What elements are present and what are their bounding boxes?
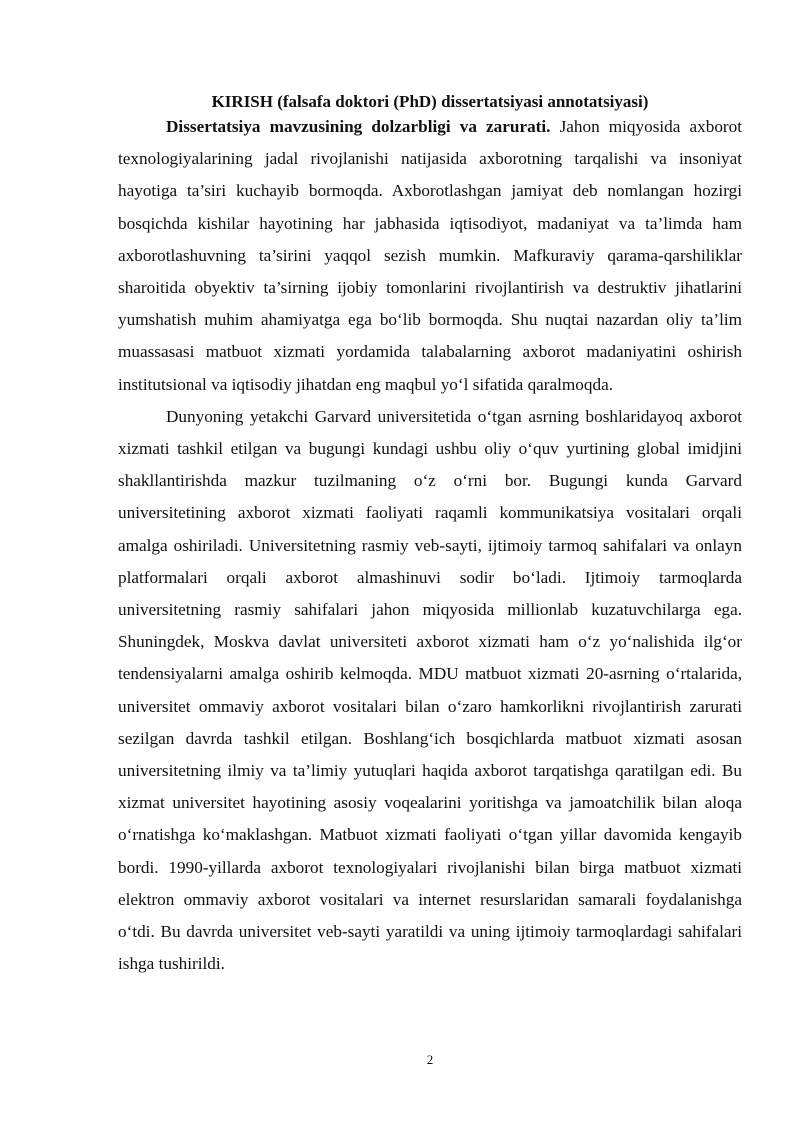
- paragraph-relevance: [118, 111, 742, 401]
- document-body: [118, 111, 742, 980]
- relevance-text: Jahon miqyosida axborot texnologiyalarining jadal rivojlanishi natijasida axborotning tarqalishi va insoniyat hayotiga ta’siri kuchayib bormoqda. Axborotlashgan jamiyat deb nomlangan hozirgi bosqichda kishilar hayotining har jabhasida iqtisodiyot, madaniyat va ta’limda ham axborotlashuvning ta’sirini yaqqol sezish mumkin. Mafkuraviy qarama-qarshiliklar sharoitida obyektiv ta’sirning ijobiy tomonlarini rivojlantirish va destruktiv jihatlarini yumshatish muhim ahamiyatga ega bo‘lib bormoqda. Shu nuqtai nazardan oliy ta’lim muassasasi matbuot xizmati yordamida talabalarning axborot madaniyatini oshirish institutsional va iqtisodiy jihatdan eng maqbul yo‘l sifatida qaralmoqda.: [118, 117, 743, 394]
- document-title: KIRISH (falsafa doktori (PhD) dissertatsiyasi annotatsiyasi): [211, 92, 649, 111]
- page-number: 2: [426, 1052, 434, 1067]
- paragraph-foreign-experience: Dunyoning yetakchi Garvard universitetida o‘tgan asrning boshlaridayoq axborot xizmati tashkil etilgan va bugungi kundagi ushbu oliy o‘quv yurtining global imidjini shakllantirishda mazkur tuzilmaning o‘z o‘rni bor. Bugungi kunda Garvard universitetining axborot xizmati faoliyati raqamli kommunikatsiya vositalari orqali amalga oshiriladi. Universitetning rasmiy veb-sayti, ijtimoiy tarmoq sahifalari va onlayn platformalari orqali axborot almashinuvi sodir bo‘ladi. Ijtimoiy tarmoqlarda universitetning rasmiy sahifalari jahon miqyosida millionlab kuzatuvchilarga ega. Shuningdek, Moskva davlat universiteti axborot xizmati ham o‘z yo‘nalishida ilg‘or tendensiyalarni amalga oshirib kelmoqda. MDU matbuot xizmati 20-asrning o‘rtalarida, universitet ommaviy axborot vositalari bilan o‘zaro hamkorlikni rivojlantirish zarurati sezilgan davrda tashkil etilgan. Boshlang‘ich bosqichlarda matbuot xizmati asosan universitetning ilmiy va ta’limiy yutuqlari haqida axborot tarqatishga qaratilgan edi. Bu xizmat universitet hayotining asosiy voqealarini yoritishga va jamoatchilik bilan aloqa o‘rnatishga ko‘maklashgan. Matbuot xizmati faoliyati o‘tgan yillar davomida kengayib bordi. 1990-yillarda axborot texnologiyalari rivojlanishi bilan birga matbuot xizmati elektron ommaviy axborot vositalari va internet resurslaridan samarali foydalanishga o‘tdi. Bu davrda universitet veb-sayti yaratildi va uning ijtimoiy tarmoqlardagi sahifalari ishga tushirildi.: [118, 406, 742, 974]
- relevance-heading: Dissertatsiya mavzusining dolzarbligi va zarurati.: [166, 117, 551, 136]
